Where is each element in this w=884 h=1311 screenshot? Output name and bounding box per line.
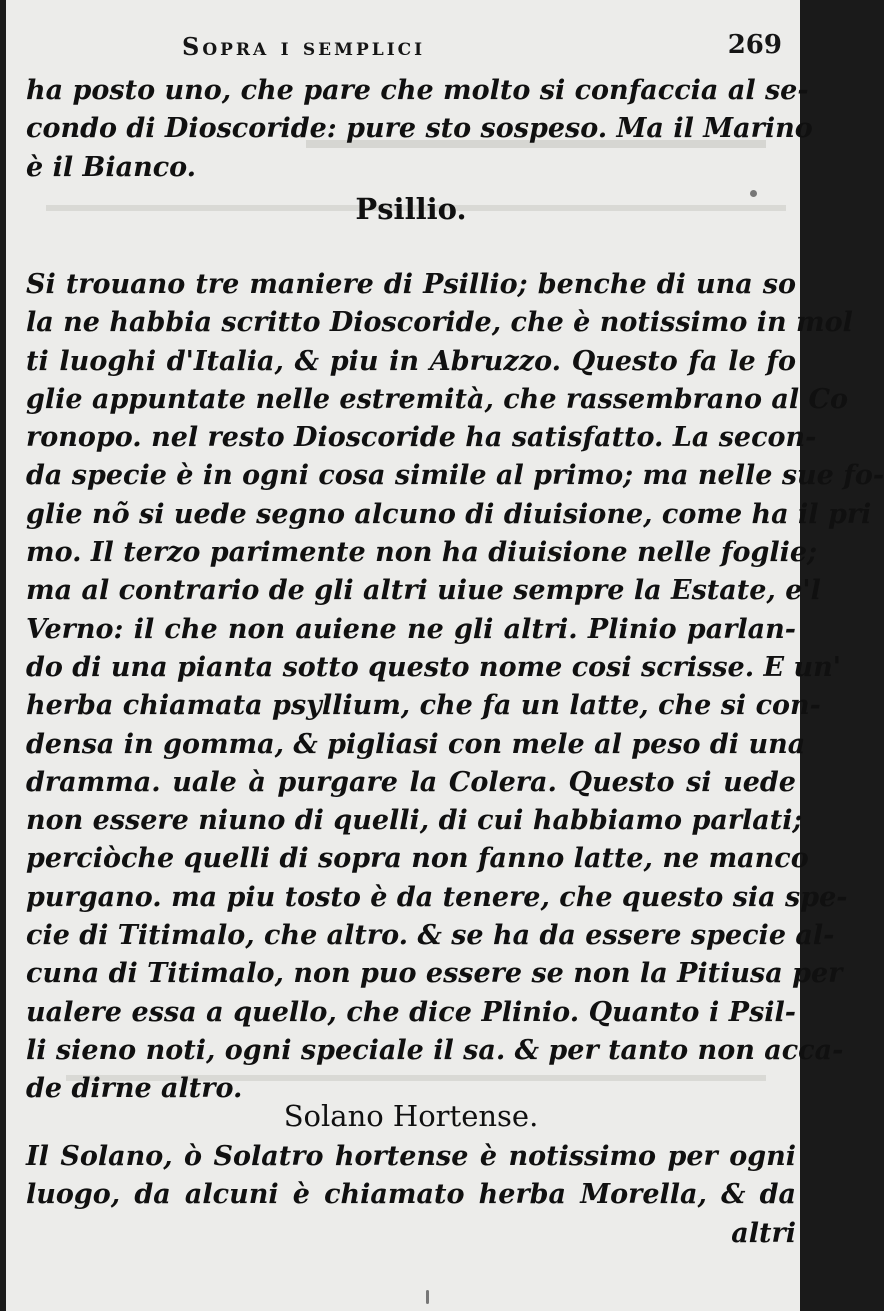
text-line: condo di Dioscoride: pure sto sospeso. Ma il Marino — [26, 113, 813, 145]
text-line: cuna di Titimalo, non puo essere se non la Pitiusa per — [26, 958, 843, 990]
text-line: glie appuntate nelle estremità, che rassembrano al Co — [26, 383, 849, 415]
page-header — [6, 30, 800, 70]
text-line: herba chiamata psyllium, che fa un latte, che si con- — [26, 690, 821, 722]
text-line: ha posto uno, che pare che molto si confaccia al se- — [26, 75, 809, 106]
text-line: dramma. uale à purgare la Colera. Questo si uede — [26, 766, 796, 798]
text-line: do di una pianta sotto questo nome cosi scrisse. E un' — [26, 651, 842, 683]
text-line: purgano. ma piu tosto è da tenere, che questo sia spe- — [26, 881, 848, 913]
text-line: Il Solano, ò Solatro hortense è notissimo per ogni — [26, 1141, 796, 1172]
text-line: glie nõ si uede segno alcuno di diuisione, come ha il pri — [26, 498, 872, 530]
text-line: ronopo. nel resto Dioscoride ha satisfatto. La secon- — [26, 422, 817, 454]
text-line: la ne habbia scritto Dioscoride, che è notissimo in mol — [26, 307, 853, 339]
text-line: densa in gomma, & pigliasi con mele al peso di una — [26, 728, 806, 760]
paragraph-solano — [26, 1138, 796, 1253]
text-line: mo. Il terzo parimente non ha diuisione nelle foglie; — [26, 537, 818, 569]
text-line: luogo, da alcuni è chiamato herba Morella, & da — [26, 1179, 796, 1211]
catchword: altri — [731, 1217, 796, 1249]
running-head: Sopra i semplici — [182, 32, 426, 61]
text-line: è il Bianco. — [26, 151, 197, 183]
text-line: ualere essa a quello, che dice Plinio. Quanto i Psil- — [26, 996, 796, 1028]
section-heading-psillio: Psillio. — [355, 192, 467, 226]
text-line: ma al contrario de gli altri uiue sempre la Estate, e'l — [26, 575, 821, 607]
text-line: non essere niuno di quelli, di cui habbiamo parlati; — [26, 805, 803, 837]
book-page — [6, 0, 884, 1311]
text-line: cie di Titimalo, che altro. & se ha da essere specie al- — [26, 920, 835, 952]
text-line: Verno: il che non auiene ne gli altri. Plinio parlan- — [26, 613, 796, 645]
text-line: li sieno noti, ogni speciale il sa. & per tanto non acca- — [26, 1034, 844, 1066]
text-line: ti luoghi d'Italia, & piu in Abruzzo. Questo fa le fo — [26, 345, 796, 377]
section-heading-solano: Solano Hortense. — [283, 1099, 539, 1133]
ink-speck — [426, 1290, 429, 1304]
text-line: Si trouano tre maniere di Psillio; benche di una so — [26, 269, 796, 300]
page-number: 269 — [727, 30, 782, 60]
paragraph-psillio — [26, 266, 884, 1109]
ink-speck — [750, 190, 757, 197]
paragraph-continuation — [26, 72, 813, 187]
text-line: da specie è in ogni cosa simile al primo; ma nelle sue fo- — [26, 460, 884, 492]
text-line: de dirne altro. — [26, 1073, 243, 1105]
text-line: perciòche quelli di sopra non fanno latte, ne manco — [26, 843, 809, 875]
